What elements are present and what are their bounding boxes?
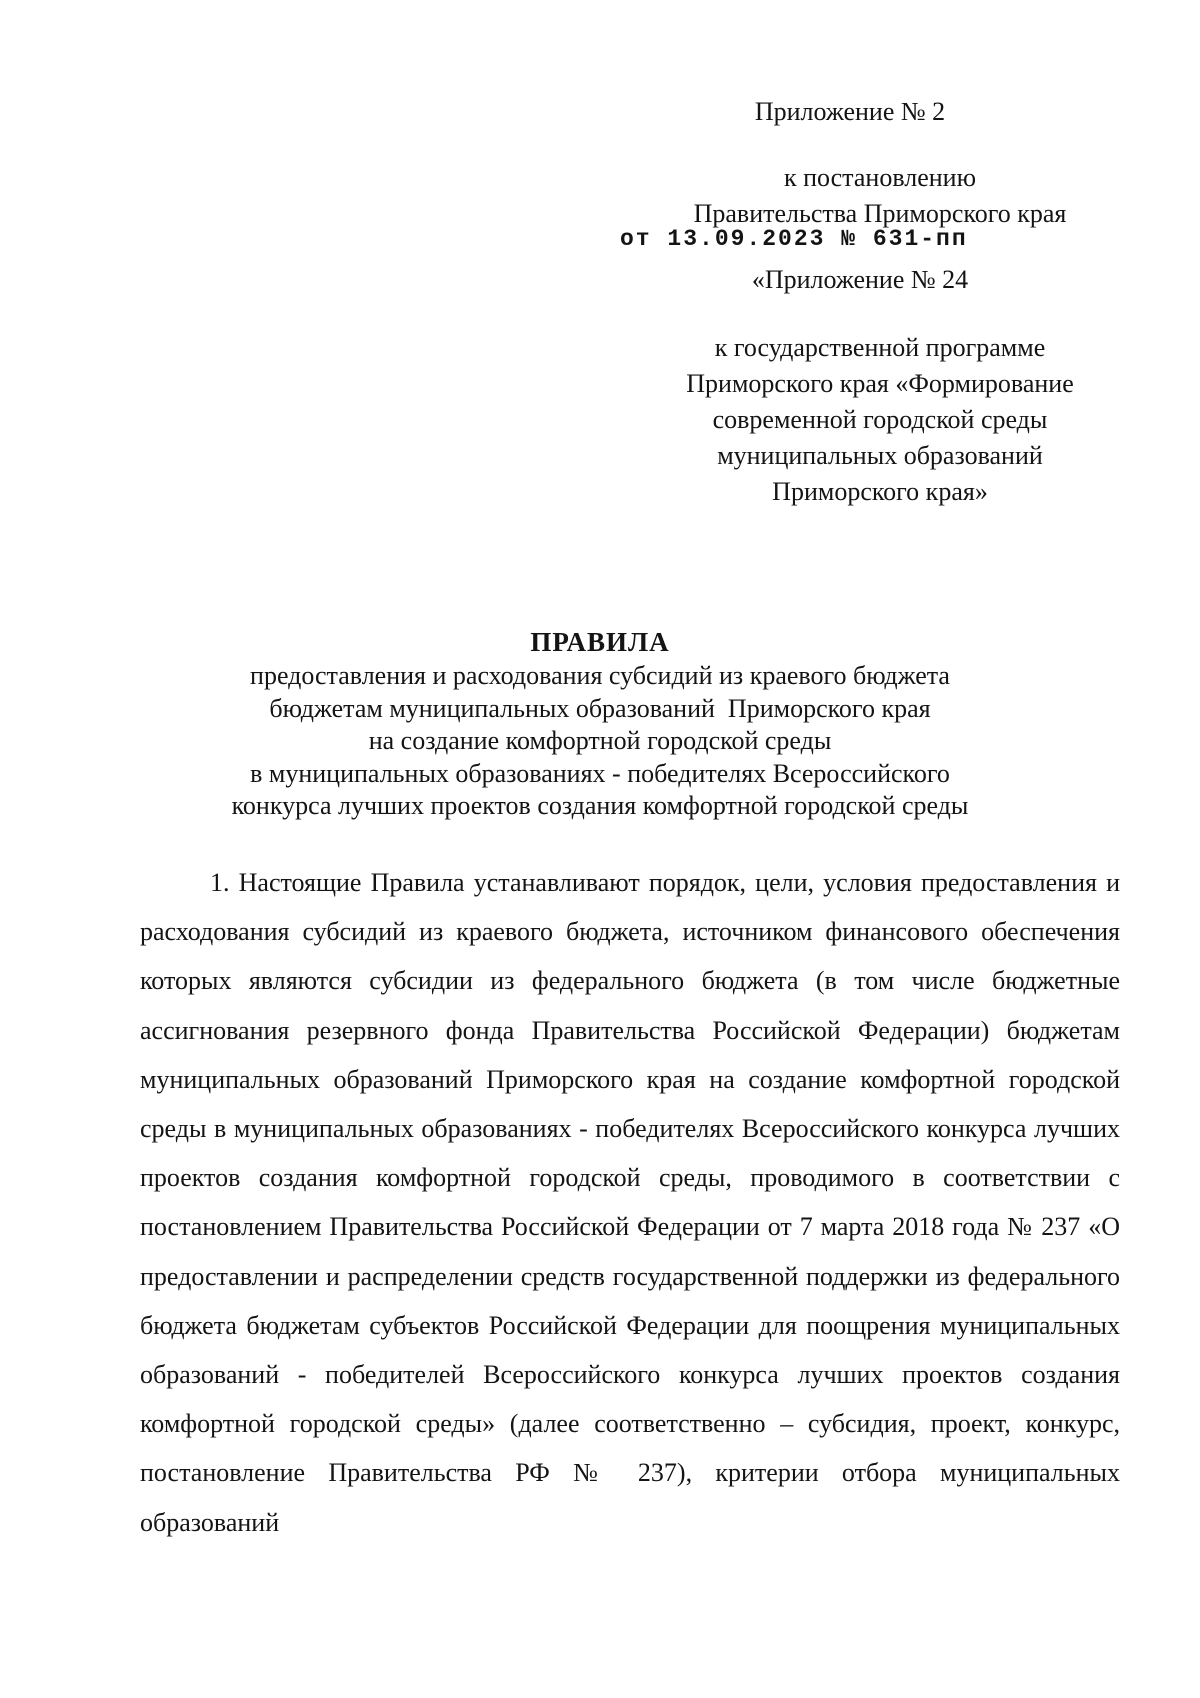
program-appendix-label: «Приложение № 24 [751,265,969,294]
program-ref-line: Приморского края» [772,477,988,506]
decree-ref-line: к постановлению [783,163,977,192]
paragraph-1: 1. Настоящие Правила устанавливают порядок, цели, условия предоставления и расходования субсидий из краевого бюджета, источником финансового обеспечения которых являются субсидии из федерального бюджета (в том числе бюджетные ассигнования резервного фонда Правительства Российской Федерации) бюджетам муниципальных образований Приморского края на создание комфортной городской среды в муниципальных образованиях - победителях Всероссийского конкурса лучших проектов создания комфортной городской среды, проводимого в соответствии с постановлением Правительства Российской Федерации от 7 марта 2018 года № 237 «О предоставлении и распределении средств государственной поддержки из федерального бюджета бюджетам субъектов Российской Федерации для поощрения муниципальных образований - победителей Всероссийского конкурса лучших проектов создания комфортной городской среды» (далее соответственно – субсидия, проект, конкурс, постановление Правительства РФ № 237), критерии отбора муниципальных образований [140,868,1120,1537]
program-ref-line: к государственной программе [714,333,1046,362]
program-ref-line: современной городской среды [712,405,1048,434]
document-title: ПРАВИЛА [530,627,670,657]
subtitle-line: на создание комфортной городской среды [368,726,832,755]
appendix-number-label: Приложение № 2 [754,97,946,126]
decree-reference [600,160,1160,232]
subtitle-line: в муниципальных образованиях - победителях Всероссийского [250,758,950,788]
program-reference [620,330,1140,510]
subtitle-line: бюджетам муниципальных образований Приморского края [269,693,931,723]
program-ref-line: муниципальных образований [717,441,1043,470]
decree-ref-line: Правительства Приморского края [693,199,1067,228]
decree-date-number-stamp: от 13.09.2023 № 631-пп [620,226,968,252]
document-subtitle [140,660,1060,823]
subtitle-line: конкурса лучших проектов создания комфортной городской среды [231,791,969,820]
program-ref-line: Приморского края «Формирование [686,369,1074,398]
subtitle-line: предоставления и расходования субсидий из краевого бюджета [250,661,950,690]
